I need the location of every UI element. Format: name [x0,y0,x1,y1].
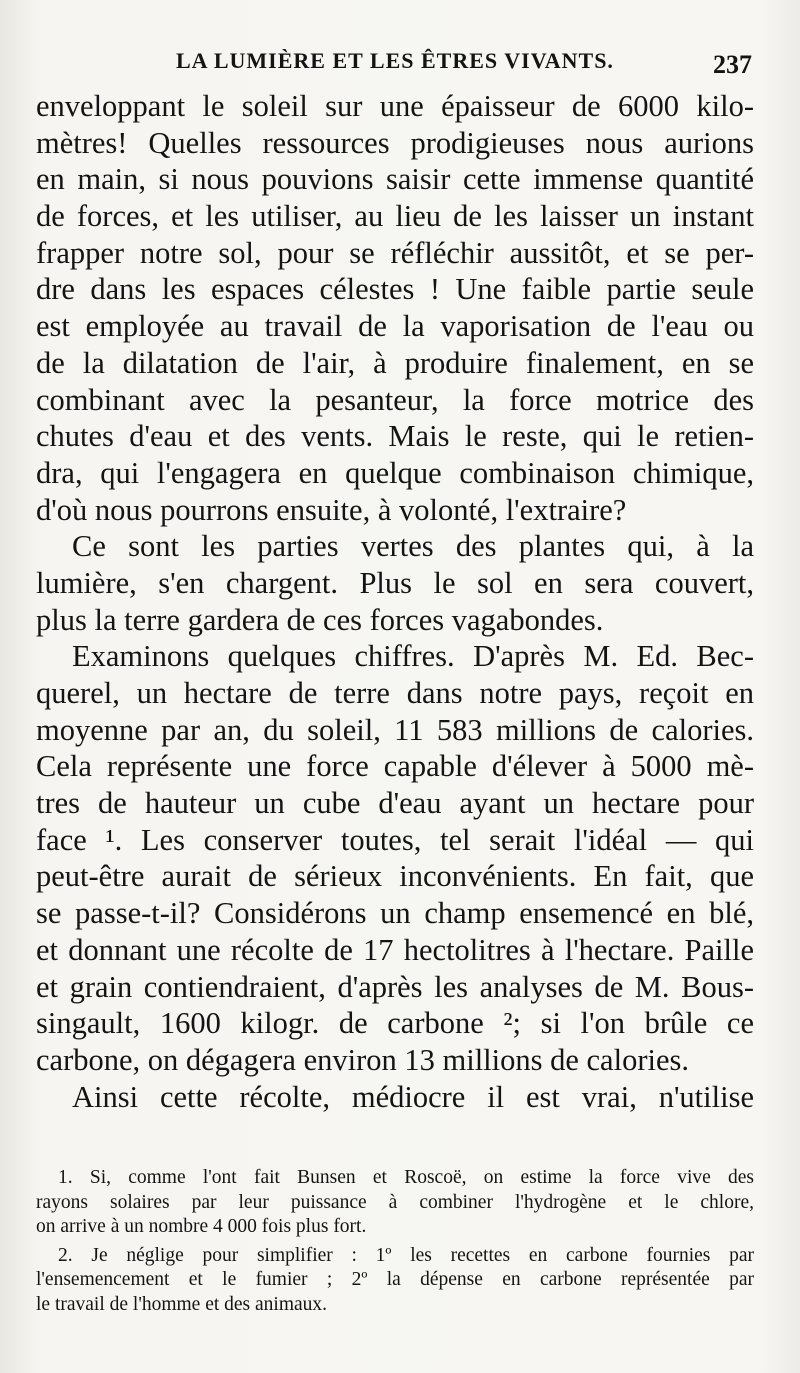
text-line: carbone, on dégagera environ 13 millions de calories. [36,1042,689,1077]
text-line: et donnant une récolte de 17 hectolitres à l'hectare. Paille [36,932,754,967]
text-line: plus la terre gardera de ces forces vagabondes. [36,602,604,637]
text-line: Ainsi cette récolte, médiocre il est vrai, n'utilise [72,1079,754,1114]
text-line: moyenne par an, du soleil, 11 583 millions de calories. [36,712,754,747]
text-line: est employée au travail de la vaporisation de l'eau ou [36,309,754,344]
text-line: de la dilatation de l'air, à produire finalement, en se [36,345,754,380]
footnote-line: on arrive à un nombre 4 000 fois plus fort. [36,1216,367,1237]
text-line: lumière, s'en chargent. Plus le sol en sera couvert, [36,565,754,600]
footnote-line: le travail de l'homme et des animaux. [36,1293,328,1315]
footnote-line: 2. Je néglige pour simplifier : 1º les recettes en carbone fournies par [58,1244,754,1266]
text-line: frapper notre sol, pour se réfléchir aussitôt, et se per- [36,235,754,270]
text-line: tres de hauteur un cube d'eau ayant un hectare pour [36,786,754,821]
text-line: face ¹. Les conserver toutes, tel serait l'idéal — qui [36,822,754,857]
text-line: singault, 1600 kilogr. de carbone ²; si l'on brûle ce [36,1006,754,1041]
text-line: combinant avec la pesanteur, la force motrice des [36,382,754,417]
footnote-line: l'ensemencement et le fumier ; 2º la dépense en carbone représentée par [36,1269,754,1290]
body-text [36,88,754,1115]
footnotes [36,1166,754,1317]
text-line: Examinons quelques chiffres. D'après M. Ed. Bec- [72,639,754,674]
footnote-line: rayons solaires par leur puissance à combiner l'hydrogène et le chlore, [36,1191,754,1213]
footnote-line: 1. Si, comme l'ont fait Bunsen et Roscoë, on estime la force vive des [58,1167,754,1188]
text-line: peut-être aurait de sérieux inconvénients. En fait, que [36,859,754,894]
running-head [36,48,756,82]
text-line: en main, si nous pouvions saisir cette immense quantité [36,162,754,197]
text-line: chutes d'eau et des vents. Mais le reste, qui le retien- [36,419,754,454]
text-line: et grain contiendraient, d'après les analyses de M. Bous- [36,969,754,1004]
text-line: dra, qui l'engagera en quelque combinaison chimique, [36,455,754,490]
running-title: LA LUMIÈRE ET LES ÊTRES VIVANTS. [176,48,614,73]
text-line: de forces, et les utiliser, au lieu de les laisser un instant [36,199,754,234]
text-line: Ce sont les parties vertes des plantes qui, à la [72,529,754,564]
text-line: se passe-t-il? Considérons un champ ensemencé en blé, [36,896,754,931]
text-line: dre dans les espaces célestes ! Une faible partie seule [36,272,754,307]
text-line: Cela représente une force capable d'élever à 5000 mè- [36,749,754,784]
text-line: enveloppant le soleil sur une épaisseur de 6000 kilo- [36,89,754,123]
text-line: d'où nous pourrons ensuite, à volonté, l'extraire? [36,492,627,527]
page-number: 237 [713,50,752,79]
text-line: mètres! Quelles ressources prodigieuses nous aurions [36,125,754,160]
text-line: querel, un hectare de terre dans notre pays, reçoit en [36,676,754,710]
